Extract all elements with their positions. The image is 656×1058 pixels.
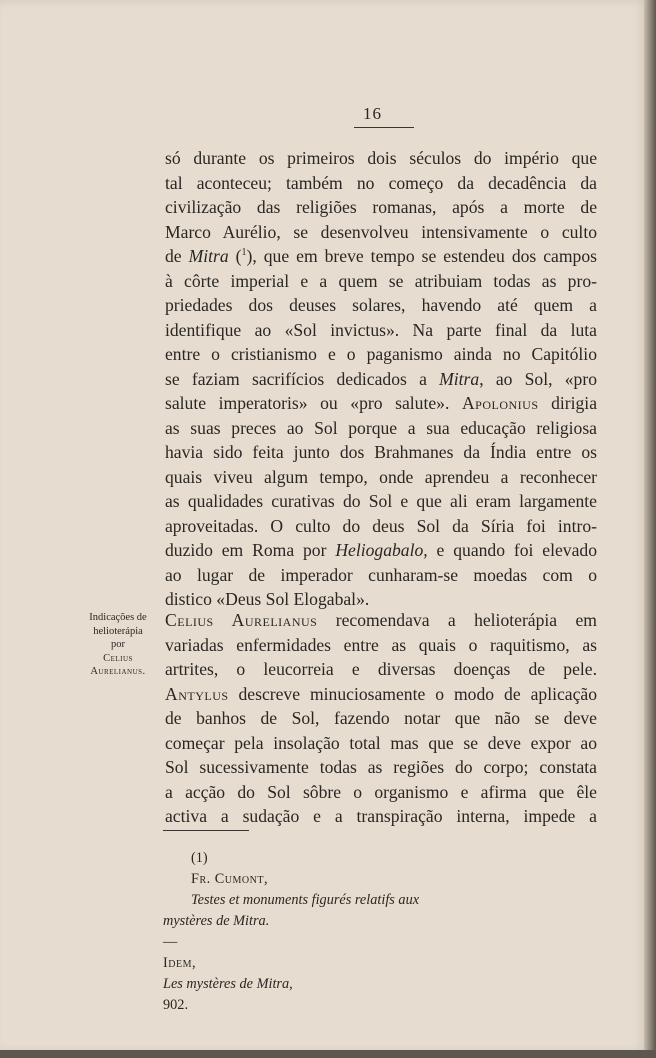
footnote: (1) Fr. Cumont, Testes et monuments figurés relatifs aux mystères de Mitra. — Idem, Les mystères de Mitra, 902. bbox=[163, 848, 597, 1016]
text-line: se faziam sacrifícios dedicados a Mitra, ao Sol, «pro bbox=[165, 368, 597, 389]
margin-note: Indicações de helioterápia por Celius Aurelianus. bbox=[89, 612, 147, 677]
footnote-marker: (1) bbox=[191, 850, 208, 866]
text-line: Marco Aurélio, se desenvolveu intensivamente o culto bbox=[165, 221, 597, 242]
text-line: activa a sudação e a transpiração interna, impede a bbox=[165, 806, 597, 826]
name-apolonius: Apolonius bbox=[461, 393, 539, 413]
text-line: começar pela insolação total mas que se deve expor ao bbox=[165, 732, 597, 753]
text-line: artrites, o leucorreia e diversas doenças de pele. bbox=[165, 659, 597, 679]
text-line: identifique ao «Sol invictus». Na parte final da luta bbox=[165, 319, 597, 340]
text-line: distico «Deus Sol Elogabal». bbox=[165, 589, 370, 609]
text-line: havia sido feita junto dos Brahmanes da Índia entre os bbox=[165, 442, 597, 462]
text-line: variadas enfermidades entre as quais o raquitismo, as bbox=[165, 634, 597, 655]
text-line: quais viveu algum tempo, onde aprendeu a reconhecer bbox=[165, 466, 597, 487]
footnote-ref: 1 bbox=[241, 247, 247, 259]
text-line: só durante os primeiros dois séculos do império que bbox=[165, 148, 597, 168]
text-line: ao lugar de imperador cunharam-se moedas com o bbox=[165, 564, 597, 585]
mitra-italic: Mitra bbox=[188, 246, 229, 266]
text-line: Sol sucessivamente todas as regiões do corpo; constata bbox=[165, 757, 597, 777]
page-edge-shadow bbox=[644, 0, 656, 1058]
paragraph-2 bbox=[165, 608, 597, 829]
text-line: Celius Aurelianus recomendava a helioterápia em bbox=[165, 610, 597, 630]
text-line: as qualidades curativas do Sol e que ali eram largamente bbox=[165, 491, 597, 511]
page-bottom-edge bbox=[0, 1050, 656, 1058]
text-line: de banhos de Sol, fazendo notar que não se deve bbox=[165, 708, 597, 728]
text-line: Antylus descreve minuciosamente o modo de aplicação bbox=[165, 683, 597, 704]
text-line: priedades dos deuses solares, havendo até quem a bbox=[165, 295, 597, 315]
paragraph-1 bbox=[165, 146, 597, 612]
text-line: salute imperatoris» ou «pro salute». Apolonius dirigia bbox=[165, 393, 598, 413]
text-line: aproveitadas. O culto do deus Sol da Síria foi intro- bbox=[165, 515, 597, 536]
text-line: de Mitra ($^1$), que em breve tempo se estendeu dos campos bbox=[165, 246, 597, 266]
page-number-rule bbox=[354, 127, 414, 128]
text-line: à côrte imperial e a quem se atribuiam todas as pro- bbox=[165, 270, 597, 291]
name-antylus: Antylus bbox=[165, 683, 229, 704]
footnote-rule bbox=[163, 830, 249, 831]
text-line: duzido em Roma por Heliogabalo, e quando foi elevado bbox=[165, 540, 598, 560]
page-number: 16 bbox=[363, 104, 382, 123]
text-line: a acção do Sol sôbre o organismo e afirma que êle bbox=[165, 781, 597, 802]
text-line: civilização das religiões romanas, após a morte de bbox=[165, 197, 597, 217]
text-line: tal aconteceu; também no começo da decadência da bbox=[165, 172, 597, 193]
name-celius-aurelianus: Celius Aurelianus bbox=[165, 610, 318, 630]
text-line: entre o cristianismo e o paganismo ainda no Capitólio bbox=[165, 344, 597, 364]
text-line: as suas preces ao Sol porque a sua educação religiosa bbox=[165, 417, 597, 438]
